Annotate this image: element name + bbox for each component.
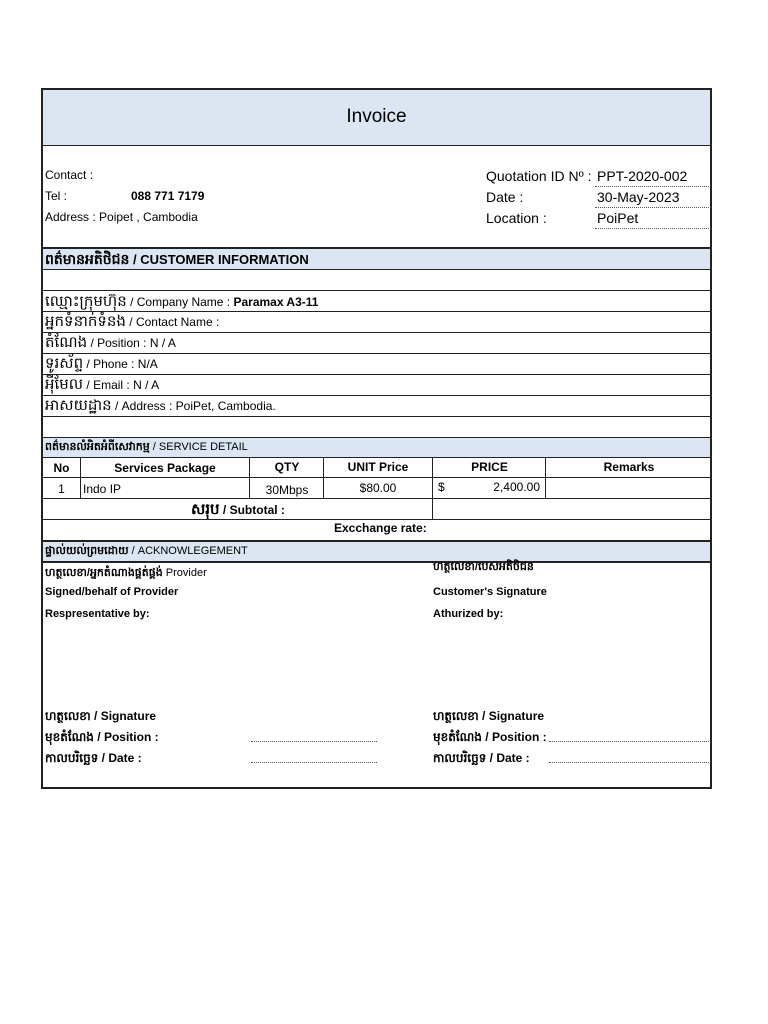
ack-section-kh: ផ្ទាល់យល់ព្រមដោយ (45, 545, 129, 557)
provider-signature-label (45, 708, 156, 726)
table-cell-qty: 30Mbps (265, 483, 309, 497)
subtotal-en: / Subtotal : (219, 503, 285, 517)
provider-rep: Respresentative by: (45, 608, 150, 620)
date-value: 30-May-2023 (597, 189, 680, 205)
customer-date-line (549, 762, 711, 763)
divider (43, 416, 710, 417)
location-value: PoiPet (597, 210, 639, 226)
sig-en: / Signature (90, 709, 157, 723)
position-kh: តំណែង (45, 334, 88, 351)
column-divider (323, 457, 324, 498)
table-header-no: No (53, 461, 70, 475)
provider-date-line (251, 762, 377, 763)
divider (43, 561, 710, 563)
divider (43, 145, 710, 146)
date-label: Date : (486, 189, 524, 205)
email-label: / Email : N / A (83, 378, 160, 392)
divider (43, 519, 710, 520)
address-row (45, 396, 276, 418)
position-label: / Position : N / A (87, 336, 176, 350)
contact-label: Contact : (45, 168, 94, 182)
dotted-line (595, 228, 711, 229)
table-header-package: Services Package (114, 461, 216, 475)
email-kh: អុីមែល (45, 376, 84, 393)
exchange-rate-label: Excchange rate: (334, 521, 427, 535)
divider (43, 540, 710, 542)
service-section-kh: ពត៌មានលំអិតអំពីសេវាកម្ម (45, 441, 150, 453)
provider-heading (45, 566, 207, 582)
sig-kh: ហត្ថលេខា (45, 709, 91, 723)
provider-kh: ហត្ថលេខា/អ្នកតំណាងផ្គត់ផ្គង់ (45, 567, 163, 579)
customer-address-label: / Address : PoiPet, Cambodia. (111, 399, 276, 413)
pos-kh: មុខតំណែង (45, 730, 94, 744)
date-kh: កាលបរិច្ឆេទ (433, 751, 487, 765)
table-cell-currency: $ (438, 480, 445, 494)
phone-row (45, 354, 158, 376)
service-section-title (45, 440, 248, 456)
divider (43, 457, 710, 458)
customer-signed: Customer's Signature (433, 586, 547, 598)
customer-section-title (45, 250, 309, 271)
sig-en: / Signature (478, 709, 545, 723)
divider (43, 269, 710, 270)
pos-kh: មុខតំណែង (433, 730, 482, 744)
invoice-title: Invoice (346, 106, 407, 127)
table-cell-no: 1 (58, 482, 65, 496)
column-divider (80, 457, 81, 498)
column-divider (545, 457, 546, 498)
quotation-value: PPT-2020-002 (597, 168, 688, 184)
table-cell-unit-price: $80.00 (359, 481, 397, 495)
provider-position-line (251, 741, 377, 742)
customer-section-kh: ពត៌មានអតិថិជន (45, 251, 130, 267)
contact-name-label: / Contact Name : (125, 315, 220, 329)
dotted-line (595, 207, 711, 208)
phone-label: / Phone : N/A (83, 357, 158, 371)
customer-position-line (549, 741, 711, 742)
customer-date-label (433, 750, 530, 768)
date-kh: កាលបរិច្ឆេទ (45, 751, 99, 765)
table-header-price: PRICE (471, 460, 508, 474)
sig-kh: ហត្ថលេខា (433, 709, 479, 723)
company-label: / Company Name : (126, 295, 234, 309)
date-en: / Date : (98, 751, 142, 765)
customer-signature-label (433, 708, 544, 726)
customer-position-label (433, 729, 547, 747)
table-cell-price: 2,400.00 (493, 480, 540, 494)
tel-value: 088 771 7179 (131, 189, 205, 203)
provider-en: Provider (162, 567, 207, 579)
customer-sign-kh: ហត្ថលេខា/បេសអតិថិជន (433, 561, 534, 573)
provider-signed: Signed/behalf of Provider (45, 586, 179, 598)
position-row (45, 333, 176, 355)
table-header-unit-price: UNIT Price (347, 460, 409, 474)
pos-en: / Position : (93, 730, 159, 744)
date-en: / Date : (486, 751, 530, 765)
location-label: Location : (486, 210, 547, 226)
phone-kh: ទូរស័ព្ទ (45, 355, 84, 372)
address-kh: អាសយដ្ឋាន (45, 397, 112, 414)
customer-auth: Athurized by: (433, 608, 504, 620)
address-label: Address : Poipet , Cambodia (45, 210, 198, 224)
divider (43, 498, 710, 499)
service-section-en: / SERVICE DETAIL (149, 441, 248, 453)
tel-label: Tel : (45, 189, 68, 203)
ack-section-title (45, 544, 248, 560)
divider (43, 477, 710, 478)
pos-en: / Position : (481, 730, 547, 744)
company-value: Paramax A3-11 (233, 295, 319, 309)
email-row (45, 375, 159, 397)
customer-section-en: / CUSTOMER INFORMATION (129, 252, 309, 267)
provider-date-label (45, 750, 142, 768)
column-divider (249, 457, 250, 498)
divider (43, 290, 710, 291)
provider-position-label (45, 729, 159, 747)
ack-section-en: / ACKNOWLEGEMENT (128, 545, 248, 557)
table-header-remarks: Remarks (603, 460, 655, 474)
contact-name-row (45, 312, 219, 334)
contact-kh: អ្នកទំនាក់ទំនង (45, 313, 126, 330)
quotation-label: Quotation ID Nº : (486, 168, 592, 184)
company-kh: ឈ្មោះក្រុមហ៊ុន (45, 293, 127, 310)
dotted-line (595, 186, 711, 187)
table-cell-package: Indo IP (83, 482, 122, 496)
column-divider (432, 457, 433, 519)
subtotal-kh: សរុប (191, 501, 220, 518)
table-header-qty: QTY (274, 460, 300, 474)
invoice-sheet (41, 88, 712, 789)
